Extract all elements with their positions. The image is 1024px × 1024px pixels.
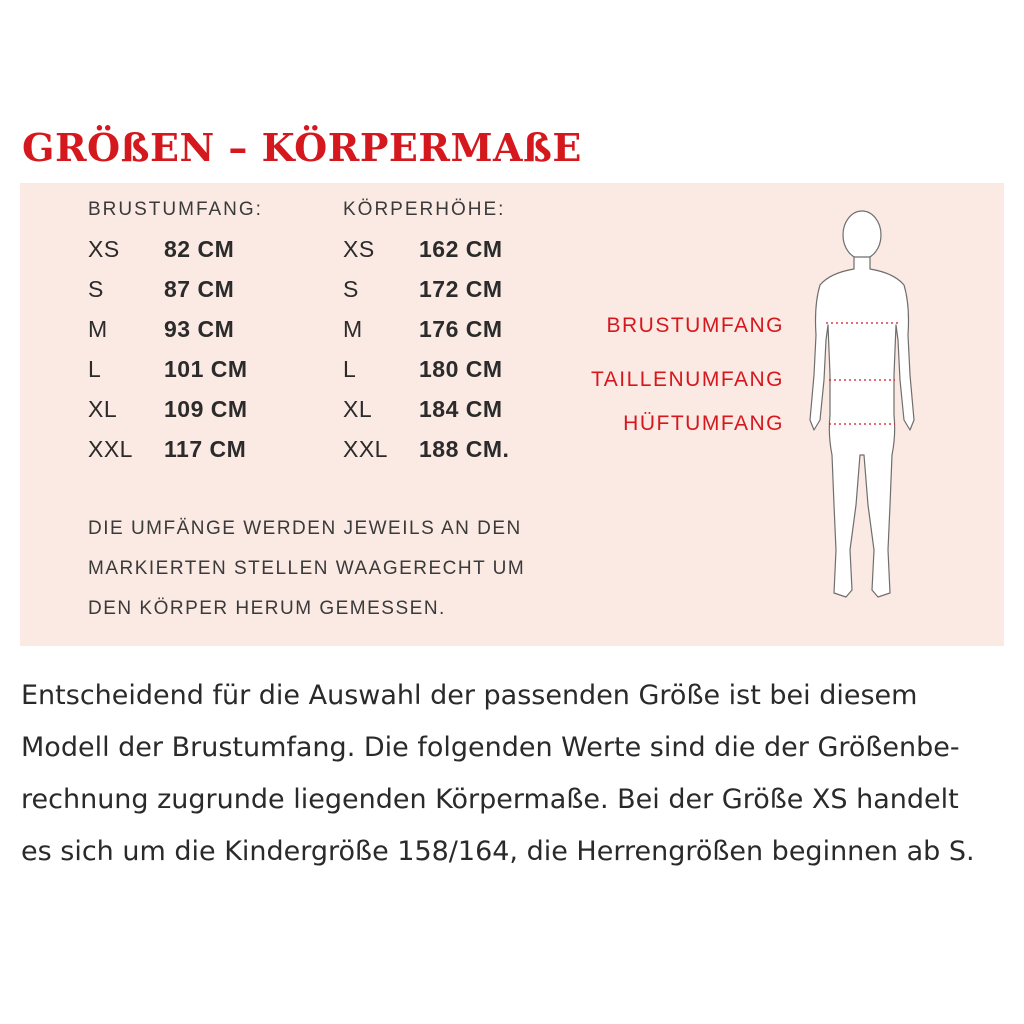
chest-size-label: XXL [88, 436, 133, 462]
chest-value: 117 CM [164, 436, 247, 462]
chest-value: 101 CM [164, 356, 248, 382]
height-size-label: L [343, 356, 357, 382]
height-value: 176 CM [419, 316, 503, 342]
height-value: 184 CM [419, 396, 503, 422]
hip-label: HÜFTUMFANG [623, 412, 784, 435]
measurement-note-line: DEN KÖRPER HERUM GEMESSEN. [88, 598, 446, 619]
waist-label: TAILLENUMFANG [591, 368, 784, 391]
height-value: 180 CM [419, 356, 503, 382]
chest-size-label: L [88, 356, 102, 382]
height-size-label: XL [343, 396, 373, 422]
paragraph-line: es sich um die Kindergröße 158/164, die Herrengrößen beginnen ab S. [21, 836, 975, 867]
measurement-note-line: DIE UMFÄNGE WERDEN JEWEILS AN DEN [88, 518, 522, 539]
chest-value: 87 CM [164, 276, 235, 302]
height-value: 172 CM [419, 276, 503, 302]
chest-size-label: S [88, 276, 104, 302]
height-heading: KÖRPERHÖHE: [343, 199, 506, 220]
paragraph-line: Entscheidend für die Auswahl der passenden Größe ist bei diesem [21, 680, 918, 711]
paragraph-line: Modell der Brustumfang. Die folgenden Werte sind die der Größenbe- [21, 732, 960, 763]
height-size-label: XXL [343, 436, 388, 462]
figure-head [843, 211, 881, 259]
paragraph-line: rechnung zugrunde liegenden Körpermaße. Bei der Größe XS handelt [21, 784, 959, 815]
chest-size-label: M [88, 316, 108, 342]
measurement-note-line: MARKIERTEN STELLEN WAAGERECHT UM [88, 558, 526, 579]
height-value: 162 CM [419, 236, 503, 262]
description-paragraph [21, 670, 1011, 878]
height-size-label: M [343, 316, 363, 342]
figure-body [810, 257, 914, 597]
height-size-label: XS [343, 236, 375, 262]
chest-value: 82 CM [164, 236, 235, 262]
height-value: 188 CM. [419, 436, 510, 462]
body-figure-illustration [800, 205, 930, 605]
chest-heading: BRUSTUMFANG: [88, 199, 263, 220]
chest-label: BRUSTUMFANG [606, 314, 784, 337]
chest-value: 93 CM [164, 316, 235, 342]
page-title: GRÖßEN – KÖRPERMAßE [22, 125, 582, 170]
chest-value: 109 CM [164, 396, 248, 422]
height-size-label: S [343, 276, 359, 302]
chest-size-label: XL [88, 396, 118, 422]
chest-size-label: XS [88, 236, 120, 262]
